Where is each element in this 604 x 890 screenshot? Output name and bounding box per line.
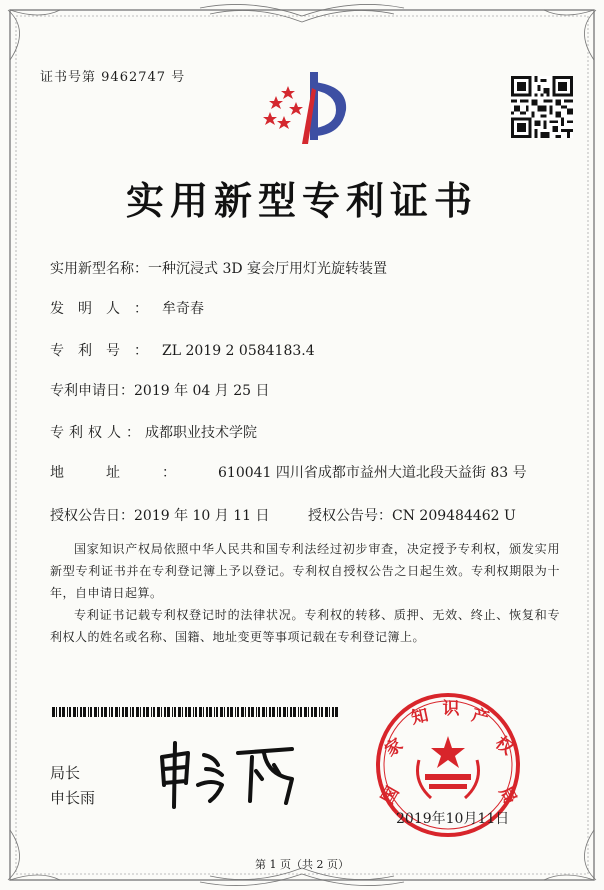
cnipa-emblem-icon: [262, 66, 352, 148]
filing-date-row: [50, 380, 270, 400]
grant-date-value: 2019 年 10 月 11 日: [134, 508, 270, 524]
svg-text:产: 产: [469, 705, 492, 730]
inventor-value: 牟奇春: [162, 301, 204, 317]
patentee-row: [50, 422, 257, 442]
qr-code-icon: [511, 76, 573, 138]
patent-number-value: ZL 2019 2 0584183.4: [162, 343, 315, 359]
certificate-number: [40, 66, 185, 85]
utility-name-value: 一种沉浸式 3D 宴会厅用灯光旋转装置: [148, 261, 388, 277]
utility-name-row: [50, 258, 387, 278]
svg-text:权: 权: [491, 732, 517, 760]
inventor-row: [50, 298, 204, 318]
svg-text:国: 国: [377, 783, 404, 808]
certificate-number-suffix: 号: [171, 70, 186, 85]
handwritten-signature-icon: [152, 735, 302, 815]
filing-date-label: 专利申请日：: [50, 383, 134, 399]
svg-text:知: 知: [409, 705, 431, 729]
patent-number-row: [50, 340, 315, 360]
grant-number-row: [308, 505, 516, 525]
svg-text:识: 识: [442, 699, 460, 719]
inventor-label: 发明人：: [50, 301, 162, 317]
patentee-value: 成都职业技术学院: [145, 425, 257, 441]
address-value: 610041 四川省成都市益州大道北段天益街 83 号: [218, 465, 527, 481]
patentee-label: 专利权人：: [50, 425, 145, 441]
seal-date: 2019年10月11日: [396, 811, 510, 827]
legal-paragraph-1: 国家知识产权局依照中华人民共和国专利法经过初步审查，决定授予专利权，颁发实用新型专利证书并在专利登记簿上予以登记。专利权自授权公告之日起生效。专利权期限为十年，自申请日起算。: [50, 542, 560, 600]
patent-number-label: 专利号：: [50, 343, 162, 359]
svg-text:局: 局: [494, 783, 521, 808]
barcode-icon: [52, 707, 340, 717]
signatory-name: 申长雨: [50, 789, 96, 807]
address-label: 地址：: [50, 465, 218, 481]
grant-number-label: 授权公告号：: [308, 508, 392, 524]
grant-date-label: 授权公告日：: [50, 508, 134, 524]
address-row: [50, 462, 527, 482]
page-indicator: 第 1 页（共 2 页）: [255, 858, 349, 871]
signatory-role: 局长: [50, 764, 81, 782]
grant-date-row: [50, 505, 270, 525]
legal-paragraph-2: 专利证书记载专利权登记时的法律状况。专利权的转移、质押、无效、终止、恢复和专利权人的姓名或名称、国籍、地址变更等事项记载在专利登记簿上。: [50, 608, 560, 644]
grant-number-value: CN 209484462 U: [392, 508, 516, 524]
filing-date-value: 2019 年 04 月 25 日: [134, 383, 270, 399]
svg-text:家: 家: [381, 734, 407, 761]
certificate-title: 实用新型专利证书: [125, 178, 478, 223]
utility-name-label: 实用新型名称：: [50, 261, 148, 277]
certificate-number-value: 9462747: [101, 70, 167, 85]
certificate-number-label: 证书号第: [40, 70, 97, 85]
